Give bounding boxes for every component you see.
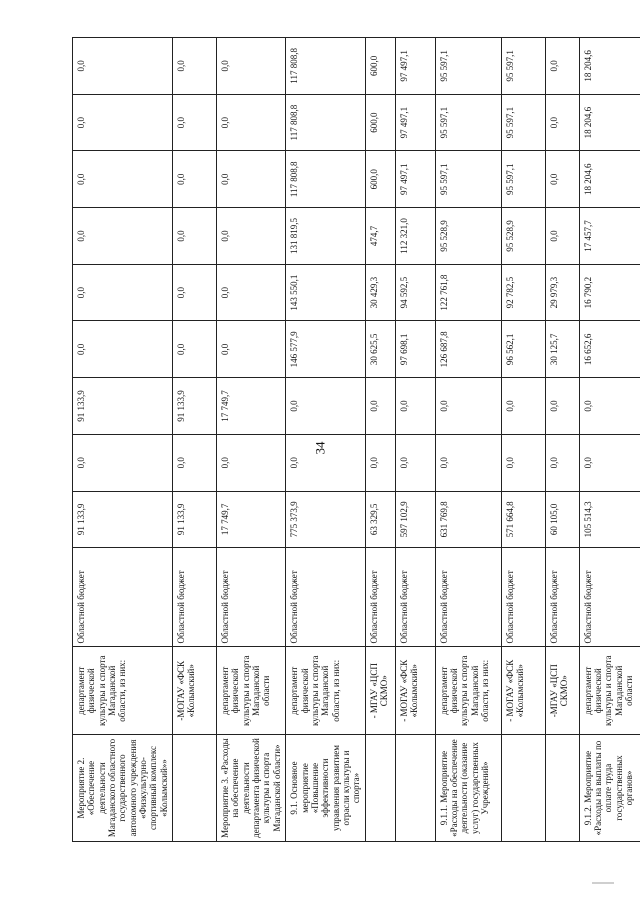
amount-cell: 16 652,6: [579, 321, 640, 378]
responsible-executor-cell: - МОГАУ «ФСК «Колымский»: [395, 647, 435, 735]
amount-cell: 95 597,1: [435, 38, 501, 95]
amount-cell: 0,0: [501, 434, 545, 491]
amount-cell: 0,0: [73, 434, 173, 491]
page-number: 34: [312, 441, 328, 455]
amount-cell: 0,0: [217, 434, 286, 491]
activity-name-cell: [365, 735, 395, 842]
amount-cell: 117 808,8: [286, 38, 365, 95]
amount-cell: 0,0: [173, 434, 217, 491]
activity-name-cell: Мероприятие 3. «Расходы на обеспечение деятельности департамента физической культуры и спорта Магаданской области»: [217, 735, 286, 842]
amount-cell: 17 457,7: [579, 208, 640, 265]
funding-source-cell: Областной бюджет: [217, 548, 286, 647]
table-row: [545, 38, 579, 842]
activity-name-cell: [545, 735, 579, 842]
amount-cell: 91 133,9: [73, 491, 173, 548]
amount-cell: 600,0: [365, 38, 395, 95]
amount-cell: 117 808,8: [286, 151, 365, 208]
amount-cell: 0,0: [173, 208, 217, 265]
amount-cell: 0,0: [501, 378, 545, 435]
amount-cell: 0,0: [579, 378, 640, 435]
amount-cell: 112 321,0: [395, 208, 435, 265]
amount-cell: 600,0: [365, 94, 395, 151]
amount-cell: 0,0: [217, 151, 286, 208]
amount-cell: 0,0: [217, 38, 286, 95]
amount-cell: 775 373,9: [286, 491, 365, 548]
amount-cell: 0,0: [173, 94, 217, 151]
funding-source-cell: Областной бюджет: [579, 548, 640, 647]
amount-cell: 95 597,1: [501, 38, 545, 95]
responsible-executor-cell: департамент физической культуры и спорта Магаданской области, из них:: [73, 647, 173, 735]
table-row: [217, 38, 286, 842]
amount-cell: 0,0: [173, 264, 217, 321]
amount-cell: 63 329,5: [365, 491, 395, 548]
amount-cell: 105 514,3: [579, 491, 640, 548]
amount-cell: 597 102,9: [395, 491, 435, 548]
amount-cell: 0,0: [173, 151, 217, 208]
funding-source-cell: Областной бюджет: [435, 548, 501, 647]
funding-source-cell: Областной бюджет: [501, 548, 545, 647]
amount-cell: 146 577,9: [286, 321, 365, 378]
table-row: [286, 38, 365, 842]
amount-cell: 122 761,8: [435, 264, 501, 321]
amount-cell: 95 528,9: [501, 208, 545, 265]
amount-cell: 60 105,0: [545, 491, 579, 548]
amount-cell: 571 664,8: [501, 491, 545, 548]
responsible-executor-cell: департамент физической культуры и спорта Магаданской области, из них:: [286, 647, 365, 735]
amount-cell: 0,0: [73, 321, 173, 378]
table-row: [173, 38, 217, 842]
amount-cell: 0,0: [73, 208, 173, 265]
amount-cell: 95 597,1: [435, 94, 501, 151]
amount-cell: 16 790,2: [579, 264, 640, 321]
amount-cell: 0,0: [286, 378, 365, 435]
amount-cell: 97 497,1: [395, 38, 435, 95]
amount-cell: 0,0: [217, 264, 286, 321]
amount-cell: 18 204,6: [579, 38, 640, 95]
amount-cell: 0,0: [395, 378, 435, 435]
amount-cell: 94 592,5: [395, 264, 435, 321]
amount-cell: 631 769,8: [435, 491, 501, 548]
amount-cell: 0,0: [545, 38, 579, 95]
amount-cell: 95 597,1: [435, 151, 501, 208]
amount-cell: 0,0: [73, 94, 173, 151]
funding-source-cell: Областной бюджет: [545, 548, 579, 647]
amount-cell: 91 133,9: [173, 491, 217, 548]
amount-cell: 131 819,5: [286, 208, 365, 265]
amount-cell: 0,0: [545, 208, 579, 265]
activity-name-cell: [501, 735, 545, 842]
table-row: [73, 38, 173, 842]
amount-cell: 0,0: [73, 264, 173, 321]
scan-artifact: [592, 882, 614, 884]
activity-name-cell: Мероприятие 2. «Обеспечение деятельности Магаданского областного государственного автономного учреждения «Физкультурно-спортивный комплекс «Колымский»»: [73, 735, 173, 842]
activity-name-cell: 9.1.1. Мероприятие «Расходы на обеспечение деятельности (оказание услуг) государственных Учреждений»: [435, 735, 501, 842]
responsible-executor-cell: департамент физической культуры и спорта Магаданской области: [217, 647, 286, 735]
amount-cell: 0,0: [217, 94, 286, 151]
amount-cell: 0,0: [73, 38, 173, 95]
funding-source-cell: Областной бюджет: [365, 548, 395, 647]
amount-cell: 143 550,1: [286, 264, 365, 321]
amount-cell: 29 979,3: [545, 264, 579, 321]
amount-cell: 92 782,5: [501, 264, 545, 321]
responsible-executor-cell: - МОГАУ «ФСК «Колымский»: [501, 647, 545, 735]
amount-cell: 0,0: [173, 38, 217, 95]
funding-source-cell: Областной бюджет: [286, 548, 365, 647]
table-row: [395, 38, 435, 842]
responsible-executor-cell: департамент физической культуры и спорта Магаданской области: [579, 647, 640, 735]
activity-name-cell: [395, 735, 435, 842]
amount-cell: 97 497,1: [395, 94, 435, 151]
activity-name-cell: [173, 735, 217, 842]
amount-cell: 91 133,9: [173, 378, 217, 435]
amount-cell: 30 625,5: [365, 321, 395, 378]
amount-cell: 95 597,1: [501, 94, 545, 151]
amount-cell: 97 698,1: [395, 321, 435, 378]
amount-cell: 0,0: [579, 434, 640, 491]
amount-cell: 0,0: [217, 208, 286, 265]
amount-cell: 0,0: [545, 378, 579, 435]
table-row: [435, 38, 501, 842]
amount-cell: 95 528,9: [435, 208, 501, 265]
amount-cell: 0,0: [545, 94, 579, 151]
responsible-executor-cell: -МГАУ «ЦСП СКМО»: [545, 647, 579, 735]
amount-cell: 0,0: [395, 434, 435, 491]
table-row: [501, 38, 545, 842]
activity-name-cell: 9.1.2. Мероприятие «Расходы на выплаты по оплате труда государственных органов»: [579, 735, 640, 842]
amount-cell: 30 125,7: [545, 321, 579, 378]
amount-cell: 18 204,6: [579, 94, 640, 151]
amount-cell: 97 497,1: [395, 151, 435, 208]
amount-cell: 126 687,8: [435, 321, 501, 378]
amount-cell: 0,0: [545, 151, 579, 208]
responsible-executor-cell: департамент физической культуры и спорта Магаданской области, из них:: [435, 647, 501, 735]
table-row: [365, 38, 395, 842]
amount-cell: 0,0: [435, 434, 501, 491]
amount-cell: 0,0: [286, 434, 365, 491]
amount-cell: 95 597,1: [501, 151, 545, 208]
amount-cell: 17 749,7: [217, 491, 286, 548]
table-row: [579, 38, 640, 842]
amount-cell: 91 133,9: [73, 378, 173, 435]
activity-name-cell: 9.1. Основное мероприятие «Повышение эффективности управления развитием отрасли культуры и спорта»: [286, 735, 365, 842]
amount-cell: 17 749,7: [217, 378, 286, 435]
funding-source-cell: Областной бюджет: [173, 548, 217, 647]
amount-cell: 474,7: [365, 208, 395, 265]
amount-cell: 0,0: [545, 434, 579, 491]
rotated-page-content: [72, 37, 634, 842]
amount-cell: 96 562,1: [501, 321, 545, 378]
amount-cell: 0,0: [217, 321, 286, 378]
amount-cell: 30 429,3: [365, 264, 395, 321]
amount-cell: 0,0: [365, 434, 395, 491]
responsible-executor-cell: - МГАУ «ЦСП СКМО»: [365, 647, 395, 735]
funding-source-cell: Областной бюджет: [395, 548, 435, 647]
amount-cell: 600,0: [365, 151, 395, 208]
amount-cell: 0,0: [73, 151, 173, 208]
funding-source-cell: Областной бюджет: [73, 548, 173, 647]
budget-table: [72, 37, 640, 842]
amount-cell: 0,0: [173, 321, 217, 378]
amount-cell: 0,0: [365, 378, 395, 435]
amount-cell: 18 204,6: [579, 151, 640, 208]
responsible-executor-cell: -МОГАУ «ФСК «Колымский»: [173, 647, 217, 735]
amount-cell: 117 808,8: [286, 94, 365, 151]
amount-cell: 0,0: [435, 378, 501, 435]
